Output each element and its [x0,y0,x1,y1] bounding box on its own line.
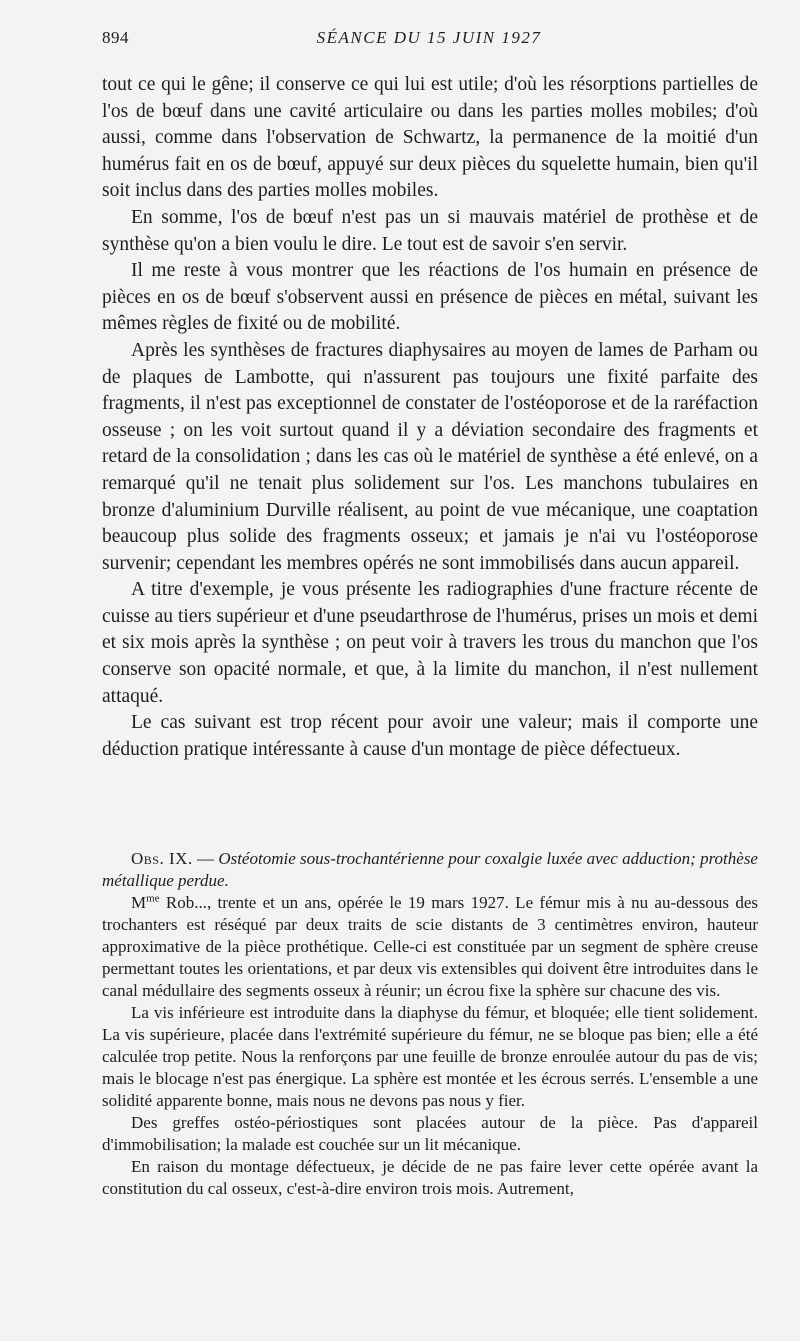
patient-prefix: M [131,893,147,912]
paragraph: Il me reste à vous montrer que les réactions de l'os humain en présence de pièces en os de bœuf s'observent aussi en présence de pièces en métal, suivant les mêmes règles de fixité ou de mobilité. [102,260,758,335]
observation-title: Ostéotomie sous-trochantérienne pour coxalgie luxée avec adduction; prothèse métallique perdue. [102,849,758,890]
main-text [102,72,758,763]
observation-section [102,848,758,1200]
observation-heading [102,848,758,892]
paragraph: tout ce qui le gêne; il conserve ce qui lui est utile; d'où les résorptions partielles de l'os de bœuf dans une cavité articulaire ou dans les parties molles mobiles; d'où aussi, comme dans l'observation de Schwartz, la permanence de la moitié d'un humérus fait en os de bœuf, appuyé sur deux pièces du squelette humain, bien qu'il soit inclus dans des parties molles mobiles. [102,74,758,202]
observation-paragraph: En raison du montage défectueux, je décide de ne pas faire lever cette opérée avant la constitution du cal osseux, c'est-à-dire environ trois mois. Autrement, [102,1157,758,1198]
paragraph: Après les synthèses de fractures diaphysaires au moyen de lames de Parham ou de plaques de Lambotte, qui n'assurent pas toujours une fixité parfaite des fragments, il n'est pas exceptionnel de constater de l'ostéoporose et de la raréfaction osseuse ; on les voit surtout quand il y a déviation secondaire des fragments et retard de la consolidation ; dans les cas où le matériel de synthèse a été enlevé, on a remarqué qu'il ne tenait plus solidement sur l'os. Les manchons tubulaires en bronze d'aluminium Durville réalisent, au point de vue mécanique, une coaptation beaucoup plus solide des fragments osseux; et jamais je n'ai vu l'ostéoporose survenir; cependant les membres opérés ne sont immobilisés dans aucun appareil. [102,339,758,574]
observation-dash: — [192,849,219,868]
observation-label: Obs. IX. [131,849,193,868]
observation-paragraph: La vis inférieure est introduite dans la diaphyse du fémur, et bloquée; elle tient solidement. La vis supérieure, placée dans l'extrémité supérieure du fémur, ne se bloque pas bien; elle a été calculée trop petite. Nous la renforçons par une feuille de bronze enroulée autour du pas de vis; mais le blocage n'est pas énergique. La sphère est montée et les écrous serrés. L'ensemble a une solidité apparente bonne, mais nous ne devons pas nous y fier. [102,1003,758,1110]
observation-paragraph [102,892,758,1002]
page-number: 894 [102,28,129,47]
page-header [102,28,756,56]
paragraph: Le cas suivant est trop récent pour avoir une valeur; mais il comporte une déduction pratique intéressante à cause d'un montage de pièce défectueux. [102,712,758,760]
observation-text: Rob..., trente et un ans, opérée le 19 mars 1927. Le fémur mis à nu au-dessous des trochanters est réséqué par deux traits de scie distants de 3 centimètres environ, hauteur approximative de la pièce prothétique. Celle-ci est constituée par un segment de sphère creuse permettant toutes les orientations, et par deux vis extensibles qui doivent être introduites dans le canal médullaire des segments osseux à réunir; un écrou fixe la sphère sur chacune des vis. [102,893,758,1000]
running-title: SÉANCE DU 15 JUIN 1927 [316,28,542,47]
patient-superscript: me [146,892,160,905]
paragraph: En somme, l'os de bœuf n'est pas un si mauvais matériel de prothèse et de synthèse qu'on a bien voulu le dire. Le tout est de savoir s'en servir. [102,206,758,255]
observation-paragraph: Des greffes ostéo-périostiques sont placées autour de la pièce. Pas d'appareil d'immobilisation; la malade est couchée sur un lit mécanique. [102,1113,758,1154]
paragraph: A titre d'exemple, je vous présente les radiographies d'une fracture récente de cuisse au tiers supérieur et d'une pseudarthrose de l'humérus, prises un mois et demi et six mois après la synthèse ; on peut voir à travers les trous du manchon que l'os conserve son opacité normale, et que, à la limite du manchon, il n'est nullement attaqué. [102,579,758,707]
